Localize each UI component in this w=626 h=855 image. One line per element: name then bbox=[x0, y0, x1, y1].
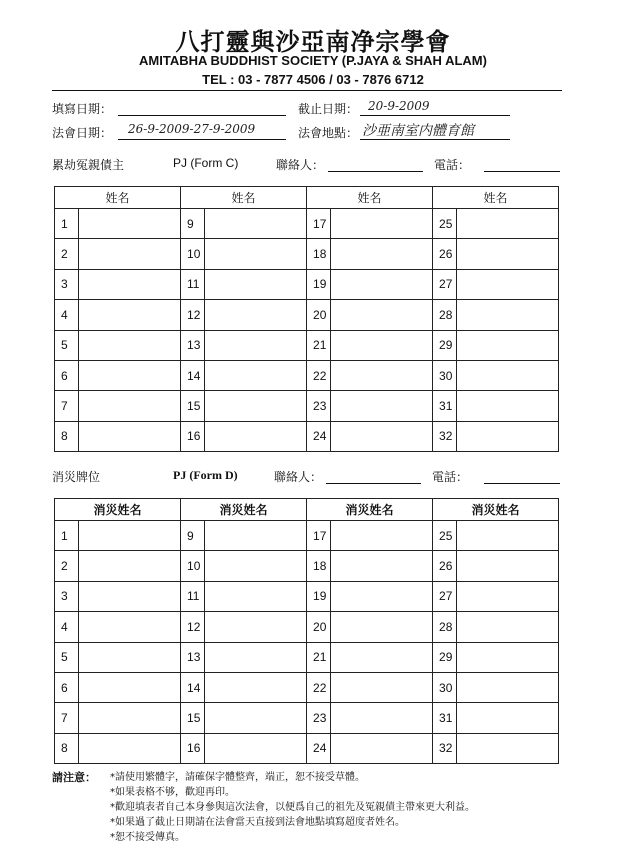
name-entry-cell[interactable] bbox=[331, 703, 433, 733]
row-number: 27 bbox=[433, 581, 457, 611]
event-date-label: 法會日期： bbox=[52, 126, 113, 140]
row-number: 17 bbox=[307, 521, 331, 551]
row-number: 12 bbox=[181, 612, 205, 642]
name-entry-cell[interactable] bbox=[205, 421, 307, 451]
row-number: 5 bbox=[55, 642, 79, 672]
row-number: 24 bbox=[307, 733, 331, 763]
row-number: 20 bbox=[307, 612, 331, 642]
row-number: 25 bbox=[433, 521, 457, 551]
section-d-phone-field[interactable] bbox=[484, 483, 560, 484]
row-number: 5 bbox=[55, 330, 79, 360]
name-entry-cell[interactable] bbox=[205, 733, 307, 763]
row-number: 3 bbox=[55, 269, 79, 299]
row-number: 18 bbox=[307, 551, 331, 581]
row-number: 7 bbox=[55, 703, 79, 733]
name-entry-cell[interactable] bbox=[79, 360, 181, 390]
table-row bbox=[55, 703, 559, 733]
name-entry-cell[interactable] bbox=[205, 300, 307, 330]
name-entry-cell[interactable] bbox=[205, 269, 307, 299]
row-number: 9 bbox=[181, 521, 205, 551]
name-entry-cell[interactable] bbox=[205, 551, 307, 581]
deadline-field[interactable] bbox=[360, 115, 510, 116]
row-number: 10 bbox=[181, 239, 205, 269]
row-number: 32 bbox=[433, 421, 457, 451]
row-number: 29 bbox=[433, 642, 457, 672]
row-number: 8 bbox=[55, 733, 79, 763]
row-number: 19 bbox=[307, 269, 331, 299]
name-entry-cell[interactable] bbox=[457, 672, 559, 702]
column-header-name: 消災姓名 bbox=[55, 499, 181, 521]
row-number: 25 bbox=[433, 209, 457, 239]
row-number: 15 bbox=[181, 391, 205, 421]
row-number: 11 bbox=[181, 269, 205, 299]
name-entry-cell[interactable] bbox=[331, 209, 433, 239]
society-title-chinese: 八打靈與沙亞南净宗學會 bbox=[175, 28, 451, 56]
name-entry-cell[interactable] bbox=[205, 391, 307, 421]
row-number: 16 bbox=[181, 733, 205, 763]
event-date-field[interactable] bbox=[118, 139, 286, 140]
table-row bbox=[55, 421, 559, 451]
row-number: 17 bbox=[307, 209, 331, 239]
note-item: *請使用繁體字，請確保字體整齊，端正，恕不接受草體。 bbox=[110, 772, 365, 783]
row-number: 22 bbox=[307, 672, 331, 702]
name-entry-cell[interactable] bbox=[331, 581, 433, 611]
note-item: *恕不接受傳真。 bbox=[110, 832, 185, 843]
column-header-name: 消災姓名 bbox=[181, 499, 307, 521]
row-number: 13 bbox=[181, 642, 205, 672]
row-number: 29 bbox=[433, 330, 457, 360]
name-entry-cell[interactable] bbox=[331, 642, 433, 672]
row-number: 2 bbox=[55, 239, 79, 269]
row-number: 31 bbox=[433, 391, 457, 421]
section-c-phone-label: 電話： bbox=[434, 158, 471, 172]
table-row bbox=[55, 300, 559, 330]
name-entry-cell[interactable] bbox=[331, 672, 433, 702]
name-entry-cell[interactable] bbox=[457, 733, 559, 763]
fill-date-field[interactable] bbox=[118, 115, 286, 116]
table-row bbox=[55, 733, 559, 763]
name-entry-cell[interactable] bbox=[79, 269, 181, 299]
name-entry-cell[interactable] bbox=[205, 672, 307, 702]
name-entry-cell[interactable] bbox=[331, 551, 433, 581]
row-number: 15 bbox=[181, 703, 205, 733]
name-entry-cell[interactable] bbox=[331, 239, 433, 269]
row-number: 8 bbox=[55, 421, 79, 451]
table-row bbox=[55, 269, 559, 299]
row-number: 12 bbox=[181, 300, 205, 330]
society-title-english: AMITABHA BUDDHIST SOCIETY (P.JAYA & SHAH ALAM) bbox=[139, 53, 487, 68]
header-divider bbox=[52, 90, 562, 91]
section-d-contact-label: 聯絡人： bbox=[274, 470, 323, 484]
name-entry-cell[interactable] bbox=[205, 612, 307, 642]
row-number: 24 bbox=[307, 421, 331, 451]
table-row bbox=[55, 581, 559, 611]
name-entry-cell[interactable] bbox=[79, 330, 181, 360]
row-number: 14 bbox=[181, 672, 205, 702]
name-entry-cell[interactable] bbox=[331, 391, 433, 421]
name-entry-cell[interactable] bbox=[457, 703, 559, 733]
event-date-value: 26-9-2009-27-9-2009 bbox=[128, 122, 256, 136]
name-entry-cell[interactable] bbox=[457, 642, 559, 672]
row-number: 28 bbox=[433, 612, 457, 642]
name-entry-cell[interactable] bbox=[457, 551, 559, 581]
name-entry-cell[interactable] bbox=[205, 581, 307, 611]
table-row bbox=[55, 330, 559, 360]
row-number: 1 bbox=[55, 521, 79, 551]
name-entry-cell[interactable] bbox=[79, 521, 181, 551]
section-c-form-code: PJ (Form C) bbox=[173, 156, 239, 170]
venue-value: 沙亜南室内體育館 bbox=[362, 123, 474, 139]
name-entry-cell[interactable] bbox=[457, 391, 559, 421]
table-row bbox=[55, 642, 559, 672]
name-entry-cell[interactable] bbox=[205, 209, 307, 239]
table-row bbox=[55, 209, 559, 239]
name-entry-cell[interactable] bbox=[79, 209, 181, 239]
notes-heading: 請注意： bbox=[52, 771, 96, 784]
section-c-contact-field[interactable] bbox=[328, 171, 423, 172]
row-number: 19 bbox=[307, 581, 331, 611]
deadline-label: 截止日期： bbox=[298, 102, 359, 116]
section-d-title: 消災牌位 bbox=[52, 470, 101, 484]
column-header-name: 姓名 bbox=[181, 187, 307, 209]
section-c-phone-field[interactable] bbox=[484, 171, 560, 172]
name-entry-cell[interactable] bbox=[457, 521, 559, 551]
row-number: 28 bbox=[433, 300, 457, 330]
row-number: 16 bbox=[181, 421, 205, 451]
table-row bbox=[55, 360, 559, 390]
telephone-line: TEL : 03 - 7877 4506 / 03 - 7876 6712 bbox=[202, 72, 424, 87]
row-number: 14 bbox=[181, 360, 205, 390]
fill-date-label: 填寫日期： bbox=[52, 102, 113, 116]
row-number: 23 bbox=[307, 703, 331, 733]
note-item: *歡迎填表者自己本身參與這次法會，以便爲自己的祖先及冤親債主帶來更大利益。 bbox=[110, 802, 475, 813]
note-item: *如果過了截止日期請在法會當天直接到法會地點填寫超度者姓名。 bbox=[110, 817, 405, 828]
name-entry-cell[interactable] bbox=[457, 360, 559, 390]
row-number: 2 bbox=[55, 551, 79, 581]
section-c-name-table bbox=[54, 186, 559, 452]
row-number: 11 bbox=[181, 581, 205, 611]
column-header-name: 姓名 bbox=[307, 187, 433, 209]
name-entry-cell[interactable] bbox=[79, 642, 181, 672]
section-d-name-table bbox=[54, 498, 559, 764]
name-entry-cell[interactable] bbox=[457, 300, 559, 330]
name-entry-cell[interactable] bbox=[205, 642, 307, 672]
name-entry-cell[interactable] bbox=[457, 209, 559, 239]
row-number: 20 bbox=[307, 300, 331, 330]
name-entry-cell[interactable] bbox=[205, 360, 307, 390]
row-number: 13 bbox=[181, 330, 205, 360]
row-number: 10 bbox=[181, 551, 205, 581]
name-entry-cell[interactable] bbox=[331, 360, 433, 390]
notes-section bbox=[52, 770, 572, 850]
row-number: 6 bbox=[55, 360, 79, 390]
column-header-name: 消災姓名 bbox=[307, 499, 433, 521]
name-entry-cell[interactable] bbox=[331, 521, 433, 551]
name-entry-cell[interactable] bbox=[331, 421, 433, 451]
row-number: 26 bbox=[433, 551, 457, 581]
section-c-header-row bbox=[55, 187, 559, 209]
name-entry-cell[interactable] bbox=[79, 551, 181, 581]
section-d-phone-label: 電話： bbox=[432, 470, 469, 484]
name-entry-cell[interactable] bbox=[79, 391, 181, 421]
table-row bbox=[55, 391, 559, 421]
row-number: 6 bbox=[55, 672, 79, 702]
section-d-form-code: PJ (Form D) bbox=[173, 468, 238, 482]
row-number: 23 bbox=[307, 391, 331, 421]
row-number: 4 bbox=[55, 612, 79, 642]
column-header-name: 消災姓名 bbox=[433, 499, 559, 521]
row-number: 9 bbox=[181, 209, 205, 239]
row-number: 4 bbox=[55, 300, 79, 330]
row-number: 22 bbox=[307, 360, 331, 390]
name-entry-cell[interactable] bbox=[205, 703, 307, 733]
row-number: 32 bbox=[433, 733, 457, 763]
row-number: 21 bbox=[307, 642, 331, 672]
venue-label: 法會地點： bbox=[298, 126, 359, 140]
name-entry-cell[interactable] bbox=[331, 330, 433, 360]
row-number: 3 bbox=[55, 581, 79, 611]
row-number: 1 bbox=[55, 209, 79, 239]
deadline-value: 20-9-2009 bbox=[368, 99, 430, 113]
row-number: 31 bbox=[433, 703, 457, 733]
name-entry-cell[interactable] bbox=[79, 703, 181, 733]
name-entry-cell[interactable] bbox=[457, 330, 559, 360]
name-entry-cell[interactable] bbox=[79, 421, 181, 451]
name-entry-cell[interactable] bbox=[79, 239, 181, 269]
name-entry-cell[interactable] bbox=[457, 269, 559, 299]
column-header-name: 姓名 bbox=[433, 187, 559, 209]
table-row bbox=[55, 612, 559, 642]
note-item: *如果表格不够，歡迎再印。 bbox=[110, 787, 235, 798]
table-row bbox=[55, 672, 559, 702]
name-entry-cell[interactable] bbox=[331, 269, 433, 299]
section-c-title: 累劫冤親債主 bbox=[52, 158, 125, 172]
section-d-header-row bbox=[55, 499, 559, 521]
row-number: 26 bbox=[433, 239, 457, 269]
table-row bbox=[55, 551, 559, 581]
name-entry-cell[interactable] bbox=[79, 672, 181, 702]
name-entry-cell[interactable] bbox=[205, 330, 307, 360]
name-entry-cell[interactable] bbox=[205, 521, 307, 551]
table-row bbox=[55, 521, 559, 551]
name-entry-cell[interactable] bbox=[79, 612, 181, 642]
name-entry-cell[interactable] bbox=[457, 581, 559, 611]
name-entry-cell[interactable] bbox=[331, 612, 433, 642]
name-entry-cell[interactable] bbox=[457, 239, 559, 269]
row-number: 30 bbox=[433, 360, 457, 390]
column-header-name: 姓名 bbox=[55, 187, 181, 209]
section-c-contact-label: 聯絡人： bbox=[276, 158, 325, 172]
name-entry-cell[interactable] bbox=[331, 300, 433, 330]
table-row bbox=[55, 239, 559, 269]
name-entry-cell[interactable] bbox=[457, 421, 559, 451]
row-number: 27 bbox=[433, 269, 457, 299]
name-entry-cell[interactable] bbox=[331, 733, 433, 763]
name-entry-cell[interactable] bbox=[79, 581, 181, 611]
row-number: 18 bbox=[307, 239, 331, 269]
name-entry-cell[interactable] bbox=[79, 300, 181, 330]
row-number: 30 bbox=[433, 672, 457, 702]
section-d-contact-field[interactable] bbox=[326, 483, 421, 484]
name-entry-cell[interactable] bbox=[79, 733, 181, 763]
row-number: 7 bbox=[55, 391, 79, 421]
name-entry-cell[interactable] bbox=[457, 612, 559, 642]
name-entry-cell[interactable] bbox=[205, 239, 307, 269]
row-number: 21 bbox=[307, 330, 331, 360]
